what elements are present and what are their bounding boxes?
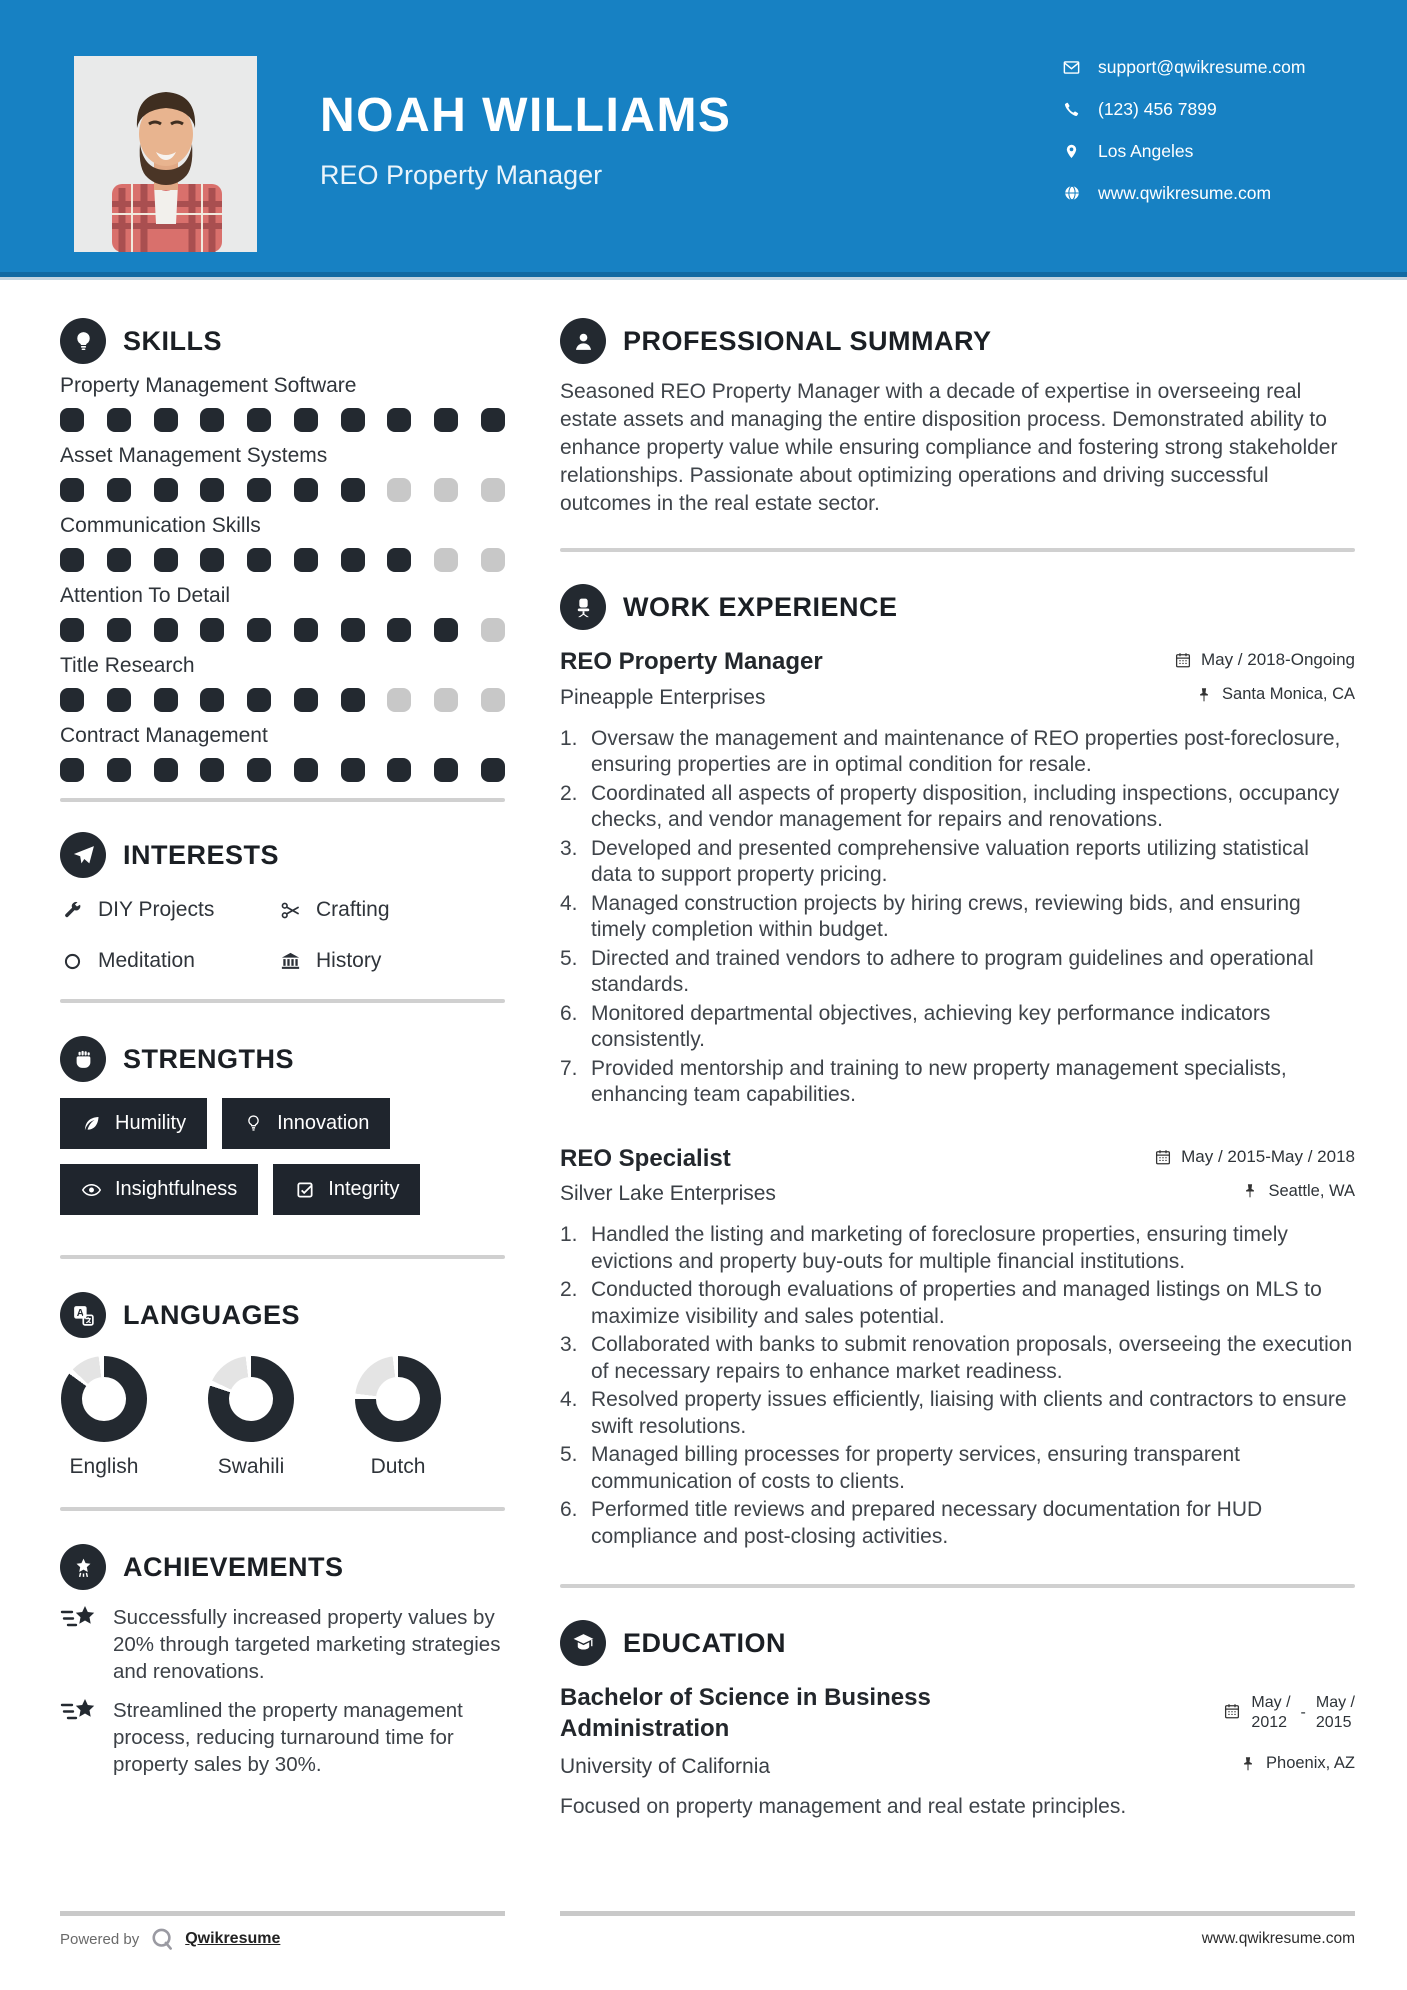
rating-dot-filled [154,758,178,782]
strengths-section-header [60,1036,505,1082]
work-section-header [560,584,1355,630]
skill-rating [60,758,505,782]
edu-date-start-year: 2012 [1251,1714,1288,1731]
rating-dot-filled [294,408,318,432]
achievement-text: Streamlined the property management process, reducing turnaround time for property sales by 30%. [113,1699,463,1776]
wrench-icon [60,898,84,922]
rating-dot-filled [107,408,131,432]
achievement-item [60,1697,505,1778]
qwikresume-link[interactable]: Qwikresume [185,1930,281,1947]
skill-item [60,584,505,642]
rating-dot-empty [387,688,411,712]
bullet-number: 2. [560,781,578,805]
donut-hole [229,1377,273,1421]
rating-dot-filled [294,548,318,572]
rating-dot-filled [154,618,178,642]
shooting-star-icon [60,1604,98,1634]
bullet-number: 5. [560,946,578,970]
interest-label: Crafting [316,898,390,921]
education-school-row [560,1754,1355,1779]
education-section-header [560,1620,1355,1666]
edu-date-start: May / [1251,1694,1291,1711]
job-location-text: Seattle, WA [1268,1181,1355,1200]
job-location [1195,685,1355,704]
interests-section-header [60,832,505,878]
rating-dot-filled [200,548,224,572]
skill-rating [60,478,505,502]
bullet-text: Directed and trained vendors to adhere to program guidelines and operational standards. [591,946,1314,996]
achievement-item [60,1604,505,1685]
interest-item [60,892,278,928]
rating-dot-empty [387,478,411,502]
rating-dot-empty [481,688,505,712]
edu-date-end-year: 2015 [1315,1714,1352,1731]
summary-section-header [560,318,1355,364]
powered-by-label: Powered by [60,1930,140,1948]
rating-dot-filled [154,548,178,572]
rating-dot-filled [294,478,318,502]
office-chair-icon [560,584,606,630]
rating-dot-filled [60,478,84,502]
summary-heading: PROFESSIONAL SUMMARY [623,325,992,356]
languages-heading: LANGUAGES [123,1299,301,1330]
edu-date-end: May / [1315,1694,1355,1711]
education-heading: EDUCATION [623,1627,786,1658]
calendar-icon [1174,651,1192,669]
bullet-number: 5. [560,1443,578,1466]
interest-item [278,943,505,979]
job-bullet [560,946,1355,999]
bullet-number: 2. [560,1278,578,1301]
rating-dot-filled [481,408,505,432]
bullet-text: Conducted thorough evaluations of properties and managed listings on MLS to maximize visibility and sales potential. [591,1278,1322,1328]
divider [560,548,1355,552]
contact-text: support@qwikresume.com [1098,56,1306,77]
education-note: Focused on property management and real estate principles. [560,1794,1127,1818]
rating-dot-empty [481,478,505,502]
rating-dot-filled [247,548,271,572]
work-heading: WORK EXPERIENCE [623,591,898,622]
skill-rating [60,688,505,712]
skill-item [60,654,505,712]
rating-dot-filled [60,688,84,712]
rating-dot-filled [481,758,505,782]
scissors-icon [278,898,302,922]
fist-icon [60,1036,106,1082]
skill-name: Contract Management [60,724,268,747]
bullet-text: Managed billing processes for property services, ensuring transparent communication of costs to clients. [591,1443,1241,1493]
skill-item [60,514,505,572]
rating-dot-filled [154,688,178,712]
skills-heading: SKILLS [123,325,223,356]
job-bullet [560,836,1355,889]
languages-list [60,1356,505,1479]
skill-name: Attention To Detail [60,584,231,607]
rating-dot-filled [154,408,178,432]
achievements-section-header [60,1544,505,1590]
donut-hole [376,1377,420,1421]
job-bullet [560,1387,1355,1440]
summary-text: Seasoned REO Property Manager with a decade of expertise in overseeing real estate assets and managing the entire disposition process. Demonstrated ability to enhance property value while ensuring compliance and fostering strong stakeholder relationships. Passionate about optimizing operations and driving successful outcomes in the real estate sector. [560,380,1338,515]
phone-icon [1062,100,1081,119]
job-title: REO Property Manager [560,648,823,675]
skill-item [60,374,505,432]
strength-label: Humility [115,1112,187,1134]
rating-dot-filled [294,618,318,642]
interest-label: History [316,949,382,972]
rating-dot-filled [200,478,224,502]
job-location [1241,1182,1355,1201]
interest-label: DIY Projects [98,898,215,921]
edu-date-separator: - [1300,1704,1306,1721]
rating-dot-filled [341,618,365,642]
job-dates-text: May / 2015-May / 2018 [1181,1146,1355,1166]
interests-heading: INTERESTS [123,839,280,870]
rating-dot-filled [107,478,131,502]
rating-dot-filled [387,548,411,572]
contact-item[interactable] [1062,178,1305,208]
rating-dot-filled [200,618,224,642]
language-donut-chart [61,1356,147,1442]
skill-rating [60,408,505,432]
rating-dot-filled [434,758,458,782]
profile-photo [74,56,257,252]
pushpin-icon [1195,686,1213,704]
job-dates [1174,650,1355,670]
languages-section-header [60,1292,505,1338]
calendar-icon [1223,1702,1241,1725]
person-icon [560,318,606,364]
paper-plane-icon [60,832,106,878]
education-location [1239,1754,1355,1773]
rating-dot-empty [481,618,505,642]
rating-dot-empty [481,548,505,572]
person-name: NOAH WILLIAMS [320,89,732,142]
job-location-text: Santa Monica, CA [1222,685,1355,703]
bullet-number: 7. [560,1056,578,1080]
job-bullet [560,1497,1355,1550]
bullet-text: Oversaw the management and maintenance of REO properties post-foreclosure, ensuring properties are in optimal condition for resale. [591,726,1341,776]
person-job-title: REO Property Manager [320,160,603,190]
footer-divider-right [560,1911,1355,1916]
strengths-list [60,1098,505,1215]
job-bullet [560,1056,1355,1109]
job-bullet [560,726,1355,779]
bullet-number: 4. [560,891,578,915]
skill-item [60,724,505,782]
language-item [354,1356,442,1479]
strength-label: Innovation [277,1112,370,1134]
rating-dot-filled [434,408,458,432]
bank-icon [278,949,302,973]
language-item [60,1356,148,1479]
rating-dot-filled [387,758,411,782]
bullet-text: Developed and presented comprehensive valuation reports utilizing statistical data to support property pricing. [591,836,1309,886]
rating-dot-filled [247,618,271,642]
svg-text:A: A [76,1307,84,1319]
bullet-number: 1. [560,1223,578,1246]
interest-item [278,892,505,928]
star-medal-icon [60,1544,106,1590]
job-entry [560,1145,1355,1551]
rating-dot-filled [387,408,411,432]
rating-dot-filled [341,408,365,432]
bullet-text: Coordinated all aspects of property disposition, including inspections, occupancy checks, and vendor management for repairs and renovations. [591,781,1340,831]
achievement-text: Successfully increased property values by 20% through targeted marketing strategies and renovations. [113,1606,501,1683]
education-dates [1223,1682,1355,1744]
divider [60,1507,505,1511]
rating-dot-empty [434,478,458,502]
rating-dot-filled [294,758,318,782]
pushpin-icon [1239,1755,1257,1773]
job-bullet-list [560,1222,1355,1550]
job-bullet [560,1222,1355,1275]
footer-divider-left [60,1911,505,1916]
skill-name: Title Research [60,654,195,677]
rating-dot-filled [294,688,318,712]
interests-list [60,892,505,979]
eye-icon [81,1179,102,1200]
divider [60,798,505,802]
language-label: English [69,1455,139,1478]
footer-branding [60,1926,280,1952]
job-bullet [560,781,1355,834]
bullet-number: 4. [560,1388,578,1411]
pushpin-icon [1241,1182,1259,1200]
checkbox-icon [294,1179,315,1200]
contact-item[interactable] [1062,52,1305,82]
job-dates [1154,1147,1355,1167]
job-bullet [560,1442,1355,1495]
skill-item [60,444,505,502]
rating-dot-filled [107,618,131,642]
contact-text: (123) 456 7899 [1098,98,1217,119]
skill-name: Communication Skills [60,514,261,537]
shooting-star-icon [60,1697,98,1727]
job-bullet-list [560,726,1355,1109]
rating-dot-filled [200,408,224,432]
rating-dot-filled [60,548,84,572]
rating-dot-filled [247,408,271,432]
rating-dot-filled [247,478,271,502]
degree-title: Bachelor of Science in Business Administration [560,1684,931,1742]
rating-dot-filled [60,758,84,782]
rating-dot-empty [434,688,458,712]
bullet-text: Performed title reviews and prepared necessary documentation for HUD compliance and post-closing activities. [591,1498,1263,1548]
strength-label: Integrity [328,1178,400,1200]
rating-dot-filled [60,408,84,432]
divider [60,1255,505,1259]
rating-dot-filled [107,758,131,782]
rating-dot-filled [154,478,178,502]
job-entry [560,648,1355,1109]
skill-rating [60,548,505,572]
rating-dot-filled [107,548,131,572]
contact-item[interactable] [1062,94,1305,124]
job-dates-text: May / 2018-Ongoing [1200,650,1355,669]
skills-list [60,374,505,782]
rating-dot-filled [387,618,411,642]
divider [60,999,505,1003]
job-company: Silver Lake Enterprises [560,1182,776,1205]
bullet-number: 6. [560,1001,578,1025]
graduation-cap-icon [560,1620,606,1666]
email-icon [1062,58,1081,77]
skill-name: Asset Management Systems [60,444,328,467]
location-icon [1062,142,1081,161]
bullet-text: Handled the listing and marketing of foreclosure properties, ensuring timely evictions and property buy-outs for multiple financial institutions. [591,1223,1288,1273]
contact-list [1062,52,1305,208]
education-entry [560,1682,1355,1744]
qwikresume-logo-icon [149,1926,175,1952]
calendar-icon [1154,1148,1172,1166]
bullet-number: 6. [560,1498,578,1521]
contact-item [1062,136,1305,166]
rating-dot-filled [247,758,271,782]
achievements-list [60,1604,505,1778]
rating-dot-filled [200,758,224,782]
interest-item [60,943,278,979]
rating-dot-empty [434,548,458,572]
rating-dot-filled [60,618,84,642]
strength-badge [60,1098,207,1149]
strength-label: Insightfulness [115,1178,238,1200]
achievements-heading: ACHIEVEMENTS [123,1551,344,1582]
language-label: Dutch [370,1455,426,1478]
contact-text: Los Angeles [1098,140,1194,161]
rating-dot-filled [341,758,365,782]
education-location-text: Phoenix, AZ [1266,1754,1355,1772]
left-column [60,280,505,1790]
leaf-icon [81,1113,102,1134]
rating-dot-filled [341,548,365,572]
bullet-text: Monitored departmental objectives, achieving key performance indicators consistently. [591,1001,1271,1051]
rating-dot-filled [341,478,365,502]
rating-dot-filled [341,688,365,712]
bullet-text: Resolved property issues efficiently, liaising with clients and contractors to ensure swift resolutions. [591,1388,1347,1438]
school-name: University of California [560,1754,771,1778]
bullet-number: 3. [560,836,578,860]
interest-label: Meditation [98,949,195,972]
language-item [207,1356,295,1479]
rating-dot-filled [200,688,224,712]
strength-badge [273,1164,420,1215]
donut-hole [82,1377,126,1421]
bullet-number: 3. [560,1333,578,1356]
divider [560,1584,1355,1588]
strength-badge [222,1098,390,1149]
job-bullet [560,1332,1355,1385]
skill-name: Property Management Software [60,374,357,397]
language-donut-chart [208,1356,294,1442]
translate-icon [60,1292,106,1338]
right-column [560,280,1355,1819]
job-bullet [560,1001,1355,1054]
bullet-number: 1. [560,726,578,750]
bullet-text: Managed construction projects by hiring crews, reviewing bids, and ensuring timely completion within budget. [591,891,1301,941]
header [0,0,1407,277]
rating-dot-filled [107,688,131,712]
bulb-icon [243,1113,264,1134]
profile-photo-illustration [74,56,257,252]
bullet-text: Collaborated with banks to submit renovation proposals, overseeing the execution of necessary repairs to enhance market readiness. [591,1333,1353,1383]
strength-badge [60,1164,258,1215]
job-bullet [560,1277,1355,1330]
language-label: Swahili [217,1455,285,1478]
strengths-heading: STRENGTHS [123,1043,295,1074]
contact-text: www.qwikresume.com [1098,182,1272,203]
footer-website-link[interactable]: www.qwikresume.com [1201,1930,1355,1947]
circle-icon [60,949,84,973]
rating-dot-filled [434,618,458,642]
bullet-text: Provided mentorship and training to new property management specialists, enhancing team capabilities. [591,1056,1287,1106]
language-donut-chart [355,1356,441,1442]
job-company: Pineapple Enterprises [560,685,766,709]
job-bullet [560,891,1355,944]
rating-dot-filled [247,688,271,712]
skills-section-header [60,318,505,364]
skill-rating [60,618,505,642]
job-title: REO Specialist [560,1144,731,1172]
globe-icon [1062,184,1081,203]
lightbulb-icon [60,318,106,364]
